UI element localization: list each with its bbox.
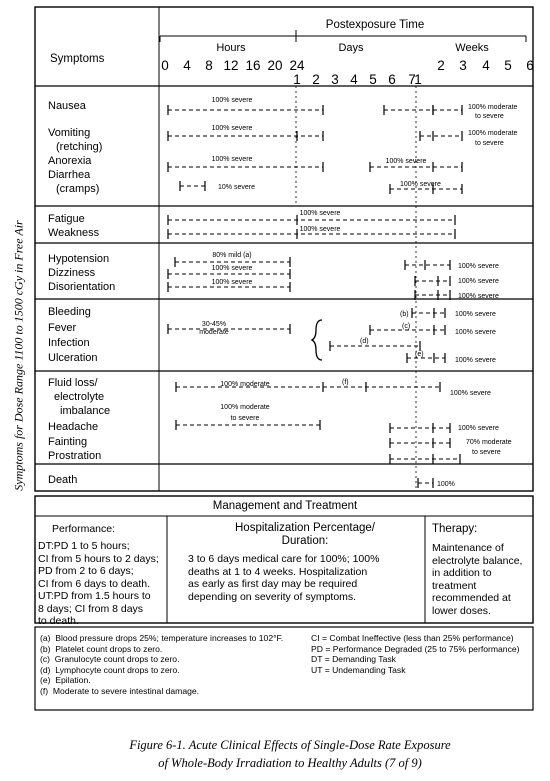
nausea-annot-2: 100% moderate: [468, 104, 518, 111]
fluid-loss-annot-2: 100% severe: [450, 390, 491, 397]
symptom-label-electrolyte: electrolyte: [54, 391, 105, 403]
bleeding-note: (b): [400, 311, 409, 318]
vomiting-annot-1: 100% severe: [211, 125, 253, 132]
symptom-label-death: Death: [48, 474, 78, 486]
footnote-4: (e) Epilation.: [40, 675, 91, 686]
symptom-label-anorexia: Anorexia: [48, 155, 92, 167]
footnote-2: (c) Granulocyte count drops to zero.: [40, 654, 180, 665]
bleeding-annot: 100% severe: [455, 311, 496, 318]
hospitalization-line-3: depending on severity of symptoms.: [188, 590, 357, 603]
performance-text: [38, 540, 163, 628]
nausea-annot-1: 100% severe: [211, 97, 253, 104]
footnotes-left: [40, 633, 283, 697]
dizziness-annot-2: 100% severe: [458, 278, 499, 285]
management-title: Management and Treatment: [212, 500, 358, 512]
vomiting-annot-2b: to severe: [475, 140, 504, 147]
performance-line-2: PD from 2 to 6 days;: [38, 565, 134, 577]
anorexia-annot-2: 100% severe: [385, 158, 427, 165]
footnote-5: (f) Moderate to severe intestinal damage.: [40, 685, 200, 696]
footnote-1: (b) Platelet count drops to zero.: [40, 643, 163, 654]
headache-annot-1b: to severe: [230, 415, 260, 422]
death-annot: 100%: [437, 481, 455, 488]
days-header: Days: [338, 42, 364, 54]
performance-heading: Performance:: [52, 523, 116, 535]
symptom-label-prostration: Prostration: [48, 450, 102, 462]
week-tick-3: 3: [459, 58, 467, 73]
hour-tick-16: 16: [245, 58, 261, 73]
fever-annot-1b: moderate: [199, 329, 229, 336]
hour-tick-12: 12: [223, 58, 239, 73]
hour-tick-24: 24: [289, 58, 305, 73]
hour-tick-8: 8: [205, 58, 213, 73]
footnote-3: (d) Lymphocyte count drops to zero.: [40, 664, 180, 675]
fever-note: (c): [402, 323, 411, 330]
symptom-label-diarrhea: Diarrhea: [48, 169, 91, 181]
figure-caption-line-2: of Whole-Body Irradiation to Healthy Adults (7 of 9): [158, 756, 422, 770]
performance-line-3: CI from 6 days to death.: [38, 577, 151, 590]
performance-line-4: UT:PD from 1.5 hours to: [38, 590, 151, 602]
diarrhea-annot-1: 10% severe: [218, 184, 255, 191]
fever-annot-1: 30-45%: [201, 321, 227, 328]
therapy-line-4: lower doses.: [432, 604, 491, 617]
footnotes-right: [311, 633, 520, 675]
symptoms-header: Symptoms: [50, 53, 105, 65]
day-tick-6: 6: [388, 72, 396, 87]
day-tick-4: 4: [350, 72, 358, 87]
symptom-label-vomiting: Vomiting: [48, 127, 91, 139]
day-tick-1: 1: [293, 72, 301, 87]
hour-tick-0: 0: [161, 58, 169, 73]
day-tick-5: 5: [369, 72, 377, 87]
hospitalization-heading-1: Hospitalization Percentage/: [235, 522, 375, 534]
symptom-label-ulceration: Ulceration: [48, 352, 98, 364]
symptom-label-infection: Infection: [48, 337, 90, 349]
hospitalization-line-0: 3 to 6 days medical care for 100%; 100%: [188, 553, 380, 565]
fever-annot-2: 100% severe: [455, 329, 496, 336]
disorientation-annot-2: 100% severe: [458, 293, 499, 300]
hospitalization-heading-2: Duration:: [281, 535, 329, 547]
ulceration-annot: 100% severe: [455, 357, 496, 364]
footnote-0: (a) Blood pressure drops 25%; temperature increases to 102°F.: [40, 633, 284, 643]
anorexia-annot-1: 100% severe: [211, 156, 253, 163]
therapy-line-2: in addition to treatment: [432, 567, 492, 592]
week-tick-2: 2: [437, 58, 445, 73]
day-tick-3: 3: [331, 72, 339, 87]
performance-line-1: CI from 5 hours to 2 days;: [38, 552, 159, 565]
nausea-annot-2b: to severe: [475, 113, 504, 120]
symptom-label-bleeding: Bleeding: [48, 306, 91, 318]
therapy-line-0: Maintenance of: [432, 542, 504, 554]
figure-caption-line-1: Figure 6-1. Acute Clinical Effects of Single-Dose Rate Exposure: [129, 738, 451, 752]
abbreviation-2: DT = Demanding Task: [311, 654, 396, 665]
hospitalization-line-2: as early as first day may be required: [188, 578, 358, 590]
hour-tick-4: 4: [183, 58, 191, 73]
vomiting-annot-2: 100% moderate: [468, 130, 518, 137]
symptom-label-fatigue: Fatigue: [48, 213, 85, 225]
hospitalization-text: [188, 553, 428, 603]
performance-line-0: DT:PD 1 to 5 hours;: [38, 540, 130, 552]
weakness-annot: 100% severe: [299, 226, 341, 233]
symptom-label-fever: Fever: [48, 322, 77, 334]
symptom-label-disorientation: Disorientation: [48, 281, 116, 293]
symptom-label-fluidloss: Fluid loss/: [48, 377, 98, 389]
diarrhea-annot-2: 100% severe: [400, 181, 441, 188]
disorientation-annot-1: 100% severe: [211, 279, 253, 286]
performance-line-5: 8 days; CI from 8 days: [38, 602, 144, 615]
week-tick-6: 6: [526, 58, 534, 73]
symptom-label-dizziness: Dizziness: [48, 267, 96, 279]
week-tick-5: 5: [504, 58, 512, 73]
fainting-annot: 70% moderate: [466, 439, 512, 446]
symptom-label-cramps: (cramps): [56, 183, 100, 195]
y-axis-label: Symptoms for Dose Range 1100 to 1500 cGy in Free Air: [11, 220, 26, 491]
symptom-label-imbalance: imbalance: [60, 405, 111, 417]
fainting-annot-b: to severe: [472, 449, 501, 456]
therapy-line-3: recommended at: [432, 592, 511, 604]
day-tick-7: 7: [408, 72, 416, 87]
hypotension-annot-1: 80% mild (a): [212, 252, 252, 259]
symptom-label-fainting: Fainting: [48, 436, 88, 448]
infection-note: (d): [360, 338, 369, 345]
hour-tick-20: 20: [267, 58, 283, 73]
fatigue-annot: 100% severe: [299, 210, 341, 217]
fluid-loss-note: (f): [342, 379, 349, 386]
symptom-label-hypotension: Hypotension: [48, 253, 110, 265]
therapy-line-1: electrolyte balance,: [432, 554, 523, 567]
chart-outer-border: [35, 7, 533, 491]
abbreviation-0: CI = Combat Ineffective (less than 25% performance): [311, 633, 514, 643]
performance-line-6: to death.: [38, 615, 79, 627]
symptom-label-nausea: Nausea: [48, 100, 86, 112]
chart-title: Postexposure Time: [325, 19, 425, 31]
abbreviation-3: UT = Undemanding Task: [311, 664, 406, 675]
abbreviation-1: PD = Performance Degraded (25 to 75% performance): [311, 643, 520, 654]
fluid-loss-annot-1: 100% moderate: [220, 381, 270, 388]
hospitalization-line-1: deaths at 1 to 4 weeks. Hospitalization: [188, 565, 368, 578]
headache-annot-2: 100% severe: [458, 425, 499, 432]
infection-brace: [312, 320, 322, 360]
symptom-label-weakness: Weakness: [48, 227, 100, 239]
symptom-label-retching: (retching): [56, 141, 103, 153]
weeks-header: Weeks: [455, 42, 489, 54]
therapy-text: [432, 542, 532, 617]
hours-header: Hours: [216, 42, 246, 54]
hypotension-annot-2: 100% severe: [458, 263, 499, 270]
headache-annot-1: 100% moderate: [220, 404, 270, 411]
day-tick-2: 2: [312, 72, 320, 87]
symptom-label-headache: Headache: [48, 421, 99, 433]
ulceration-note: (e): [415, 351, 424, 358]
therapy-heading: Therapy:: [432, 523, 478, 535]
week-tick-4: 4: [482, 58, 490, 73]
dizziness-annot-1: 100% severe: [211, 265, 253, 272]
week-tick-1: 1: [414, 72, 422, 87]
